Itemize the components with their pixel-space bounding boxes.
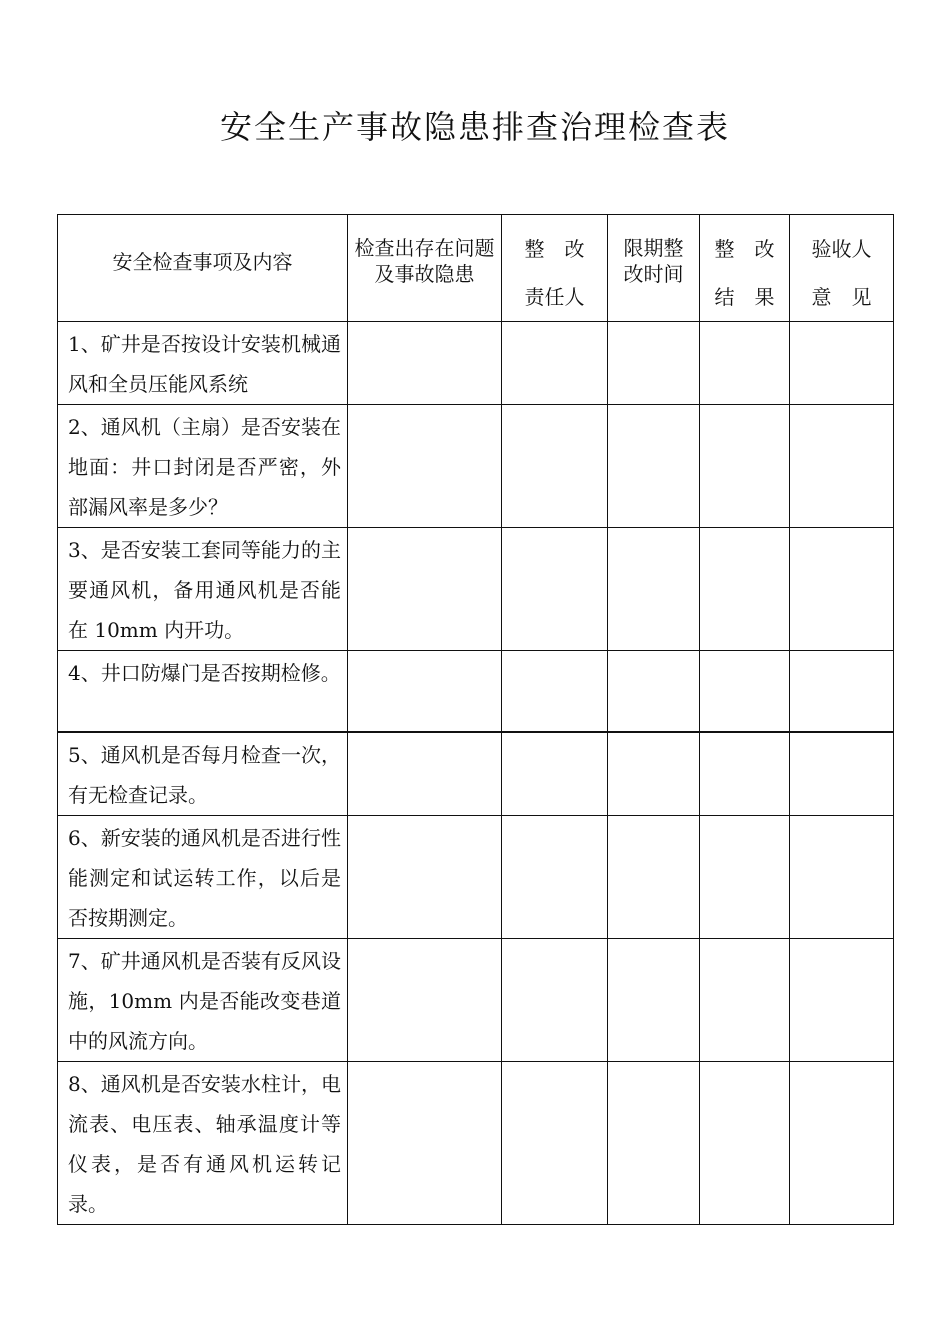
page-title: 安全生产事故隐患排查治理检查表	[219, 108, 730, 146]
problem-cell	[348, 732, 502, 816]
header-problem	[348, 215, 502, 322]
result-cell	[700, 405, 790, 528]
table-row	[58, 405, 894, 528]
header-responsible	[502, 215, 608, 322]
row-item-text: 1、矿井是否按设计安装机械通风和全员压能风系统	[58, 322, 348, 405]
deadline-cell	[608, 651, 700, 732]
problem-cell	[348, 815, 502, 938]
deadline-cell	[608, 528, 700, 651]
deadline-cell	[608, 732, 700, 816]
row-item-text: 8、通风机是否安装水柱计，电流表、电压表、轴承温度计等仪表，是否有通风机运转记录。	[58, 1061, 348, 1224]
acceptance-cell	[790, 815, 894, 938]
responsible-cell	[502, 528, 608, 651]
result-cell	[700, 651, 790, 732]
result-cell	[700, 322, 790, 405]
acceptance-cell	[790, 732, 894, 816]
table-row	[58, 322, 894, 405]
header-result-line2: 结 果	[714, 285, 775, 309]
problem-cell	[348, 405, 502, 528]
acceptance-cell	[790, 938, 894, 1061]
header-acceptance-line1: 验收人	[811, 237, 872, 261]
row-item-text: 3、是否安装工套同等能力的主要通风机，备用通风机是否能在 10mm 内开功。	[58, 528, 348, 651]
header-acceptance-line2: 意 见	[811, 285, 872, 309]
row-item-text: 2、通风机（主扇）是否安装在地面：井口封闭是否严密，外部漏风率是多少？	[58, 405, 348, 528]
header-item	[58, 215, 348, 322]
acceptance-cell	[790, 1061, 894, 1224]
deadline-cell	[608, 815, 700, 938]
table-row	[58, 651, 894, 732]
problem-cell	[348, 651, 502, 732]
table-row	[58, 732, 894, 816]
row-item-text: 4、井口防爆门是否按期检修。	[58, 651, 348, 732]
deadline-cell	[608, 322, 700, 405]
deadline-cell	[608, 405, 700, 528]
result-cell	[700, 732, 790, 816]
row-item-text: 7、矿井通风机是否装有反风设施，10mm 内是否能改变巷道中的风流方向。	[58, 938, 348, 1061]
acceptance-cell	[790, 528, 894, 651]
responsible-cell	[502, 815, 608, 938]
problem-cell	[348, 528, 502, 651]
row-item-text: 5、通风机是否每月检查一次，有无检查记录。	[58, 732, 348, 816]
header-responsible-line1: 整 改	[524, 237, 585, 261]
responsible-cell	[502, 322, 608, 405]
acceptance-cell	[790, 651, 894, 732]
problem-cell	[348, 1061, 502, 1224]
responsible-cell	[502, 938, 608, 1061]
result-cell	[700, 938, 790, 1061]
header-item-label: 安全检查事项及内容	[112, 250, 293, 274]
header-deadline-label: 限期整改时间	[623, 236, 684, 286]
problem-cell	[348, 322, 502, 405]
header-problem-label: 检查出存在问题及事故隐患	[354, 236, 495, 286]
result-cell	[700, 1061, 790, 1224]
result-cell	[700, 528, 790, 651]
acceptance-cell	[790, 322, 894, 405]
problem-cell	[348, 938, 502, 1061]
responsible-cell	[502, 405, 608, 528]
table-row	[58, 528, 894, 651]
inspection-table	[57, 214, 894, 1225]
header-deadline	[608, 215, 700, 322]
row-item-text: 6、新安装的通风机是否进行性能测定和试运转工作，以后是否按期测定。	[58, 815, 348, 938]
header-result	[700, 215, 790, 322]
header-acceptance	[790, 215, 894, 322]
responsible-cell	[502, 732, 608, 816]
deadline-cell	[608, 1061, 700, 1224]
responsible-cell	[502, 651, 608, 732]
deadline-cell	[608, 938, 700, 1061]
table-row	[58, 938, 894, 1061]
table-row	[58, 1061, 894, 1224]
header-row	[58, 215, 894, 322]
header-result-line1: 整 改	[714, 237, 775, 261]
responsible-cell	[502, 1061, 608, 1224]
result-cell	[700, 815, 790, 938]
table-row	[58, 815, 894, 938]
header-responsible-line2: 责任人	[524, 285, 585, 309]
acceptance-cell	[790, 405, 894, 528]
